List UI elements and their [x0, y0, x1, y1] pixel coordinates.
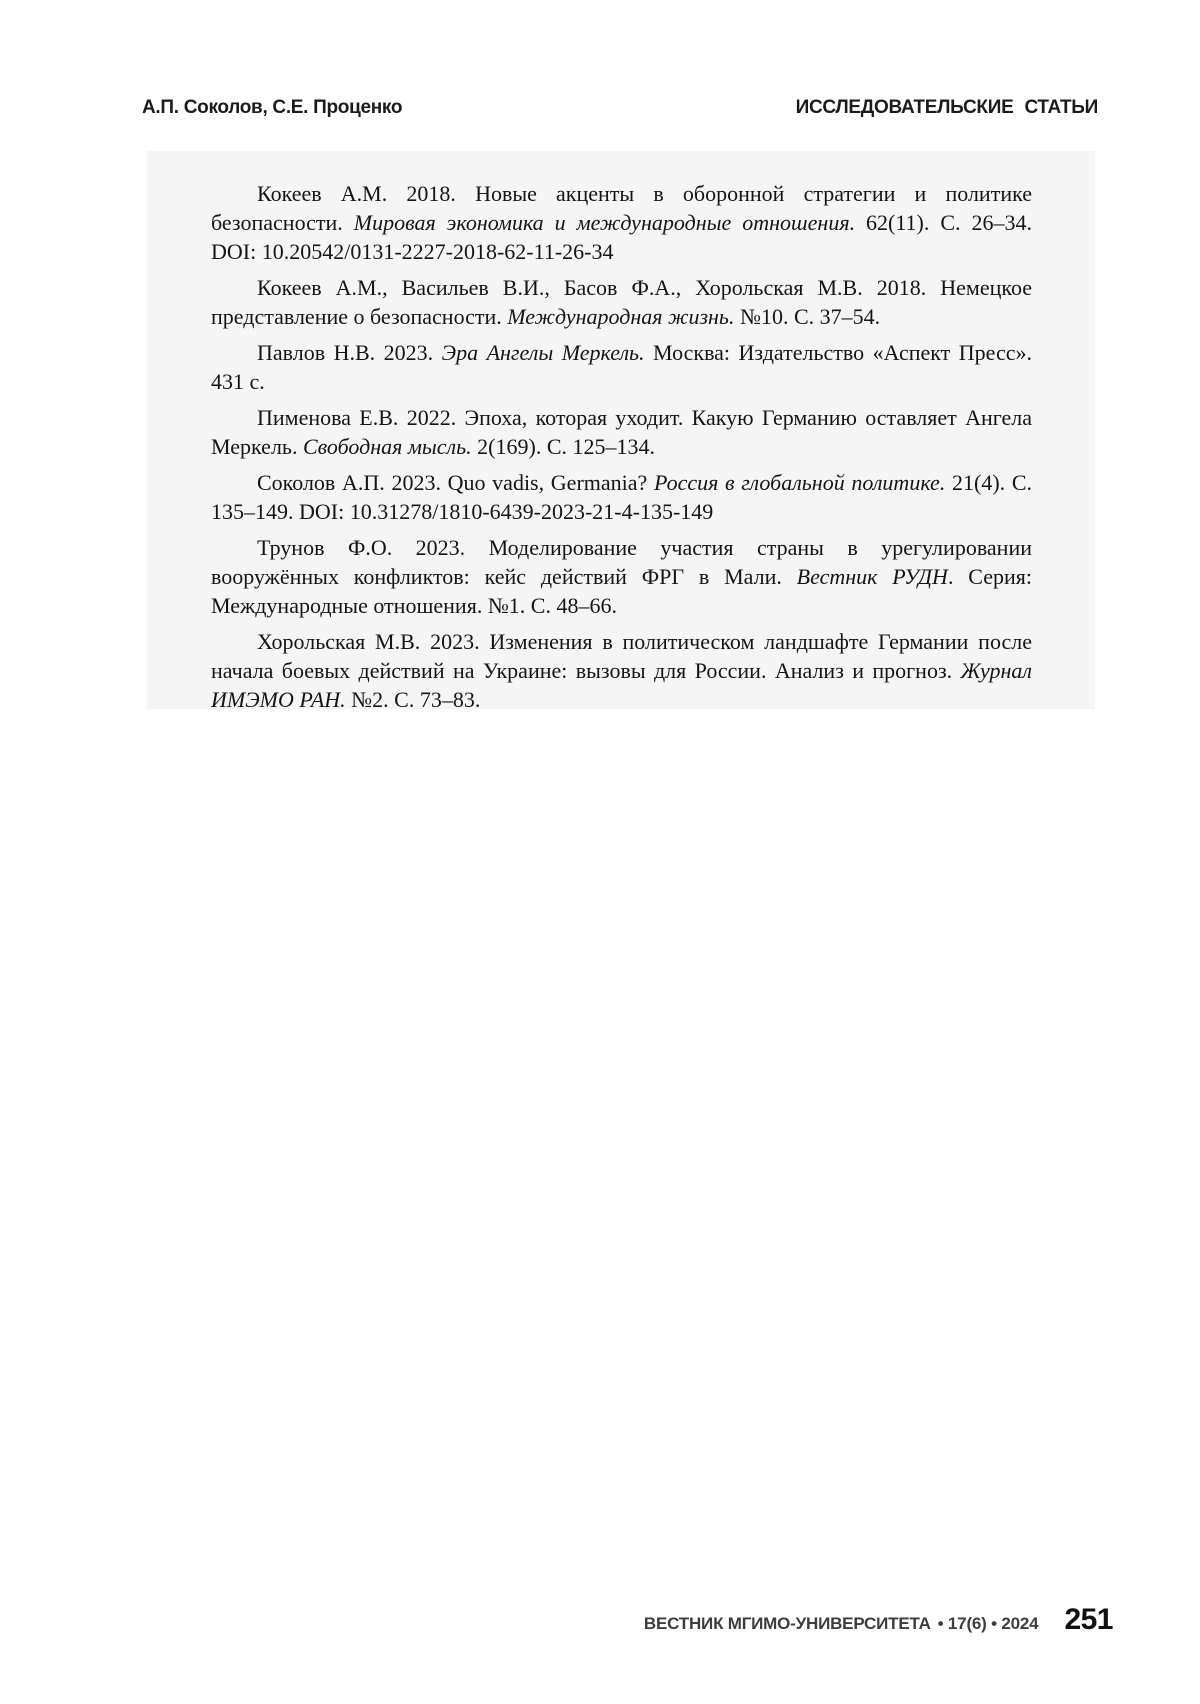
- reference-entry: [211, 338, 1032, 396]
- reference-text: №10. С. 37–54.: [734, 304, 881, 329]
- reference-text: №2. С. 73–83.: [345, 687, 481, 712]
- reference-entry: [211, 273, 1032, 331]
- reference-text: 2(169). С. 125–134.: [471, 434, 655, 459]
- reference-entry: [211, 403, 1032, 461]
- page-footer: [644, 1603, 1113, 1637]
- header-authors: А.П. Соколов, С.Е. Проценко: [142, 97, 403, 118]
- reference-text: Павлов Н.В. 2023.: [257, 340, 442, 365]
- reference-text: Кокеев А.М. 2018. Новые акценты в оборонной стратегии и политике безопасности.: [211, 181, 1032, 235]
- reference-source-italic: Международная жизнь.: [507, 304, 735, 329]
- reference-text: Трунов Ф.О. 2023. Моделирование участия страны в урегулировании вооружённых конфликтов: кейс действий ФРГ в Мали.: [211, 535, 1032, 589]
- reference-text: Хорольская М.В. 2023. Изменения в политическом ландшафте Германии после начала боевых действий на Украине: вызовы для России. Анализ и прогноз.: [211, 629, 1032, 683]
- reference-source-italic: Россия в глобальной политике.: [653, 470, 946, 495]
- reference-source-italic: Эра Ангелы Меркель.: [441, 340, 645, 365]
- page-header: [142, 97, 1098, 119]
- reference-text: 62(11). С. 26–34. DOI: 10.20542/0131-2227-2018-62-11-26-34: [211, 210, 1032, 264]
- footer-page-number: 251: [1064, 1603, 1113, 1636]
- references-box: [147, 151, 1095, 712]
- reference-source-italic: Журнал ИМЭМО РАН.: [211, 658, 1032, 712]
- reference-text: Москва: Издательство «Аспект Пресс». 431 с.: [211, 340, 1032, 394]
- reference-text: 21(4). С. 135–149. DOI: 10.31278/1810-6439-2023-21-4-135-149: [211, 470, 1033, 524]
- reference-source-italic: Мировая экономика и международные отношения.: [353, 210, 856, 235]
- reference-entry: [211, 468, 1032, 526]
- reference-source-italic: Свободная мысль.: [302, 434, 472, 459]
- footer-journal-name: ВЕСТНИК МГИМО-УНИВЕРСИТЕТА: [643, 1614, 931, 1633]
- reference-text: Пименова Е.В. 2022. Эпоха, которая уходит. Какую Германию оставляет Ангела Меркель.: [211, 405, 1032, 459]
- reference-text: Соколов А.П. 2023. Quo vadis, Germania?: [257, 470, 654, 495]
- footer-issue-year: • 17(6) • 2024: [937, 1614, 1039, 1633]
- reference-entry: [211, 627, 1032, 714]
- reference-source-italic: Вестник РУДН: [796, 564, 948, 589]
- reference-entry: [211, 533, 1032, 620]
- reference-text: Кокеев А.М., Васильев В.И., Басов Ф.А., Хорольская М.В. 2018. Немецкое представление о безопасности.: [211, 275, 1032, 329]
- reference-text: . Серия: Международные отношения. №1. С. 48–66.: [211, 564, 1032, 618]
- reference-entry: [211, 179, 1032, 266]
- header-section-title: ИССЛЕДОВАТЕЛЬСКИЕ СТАТЬИ: [795, 97, 1098, 118]
